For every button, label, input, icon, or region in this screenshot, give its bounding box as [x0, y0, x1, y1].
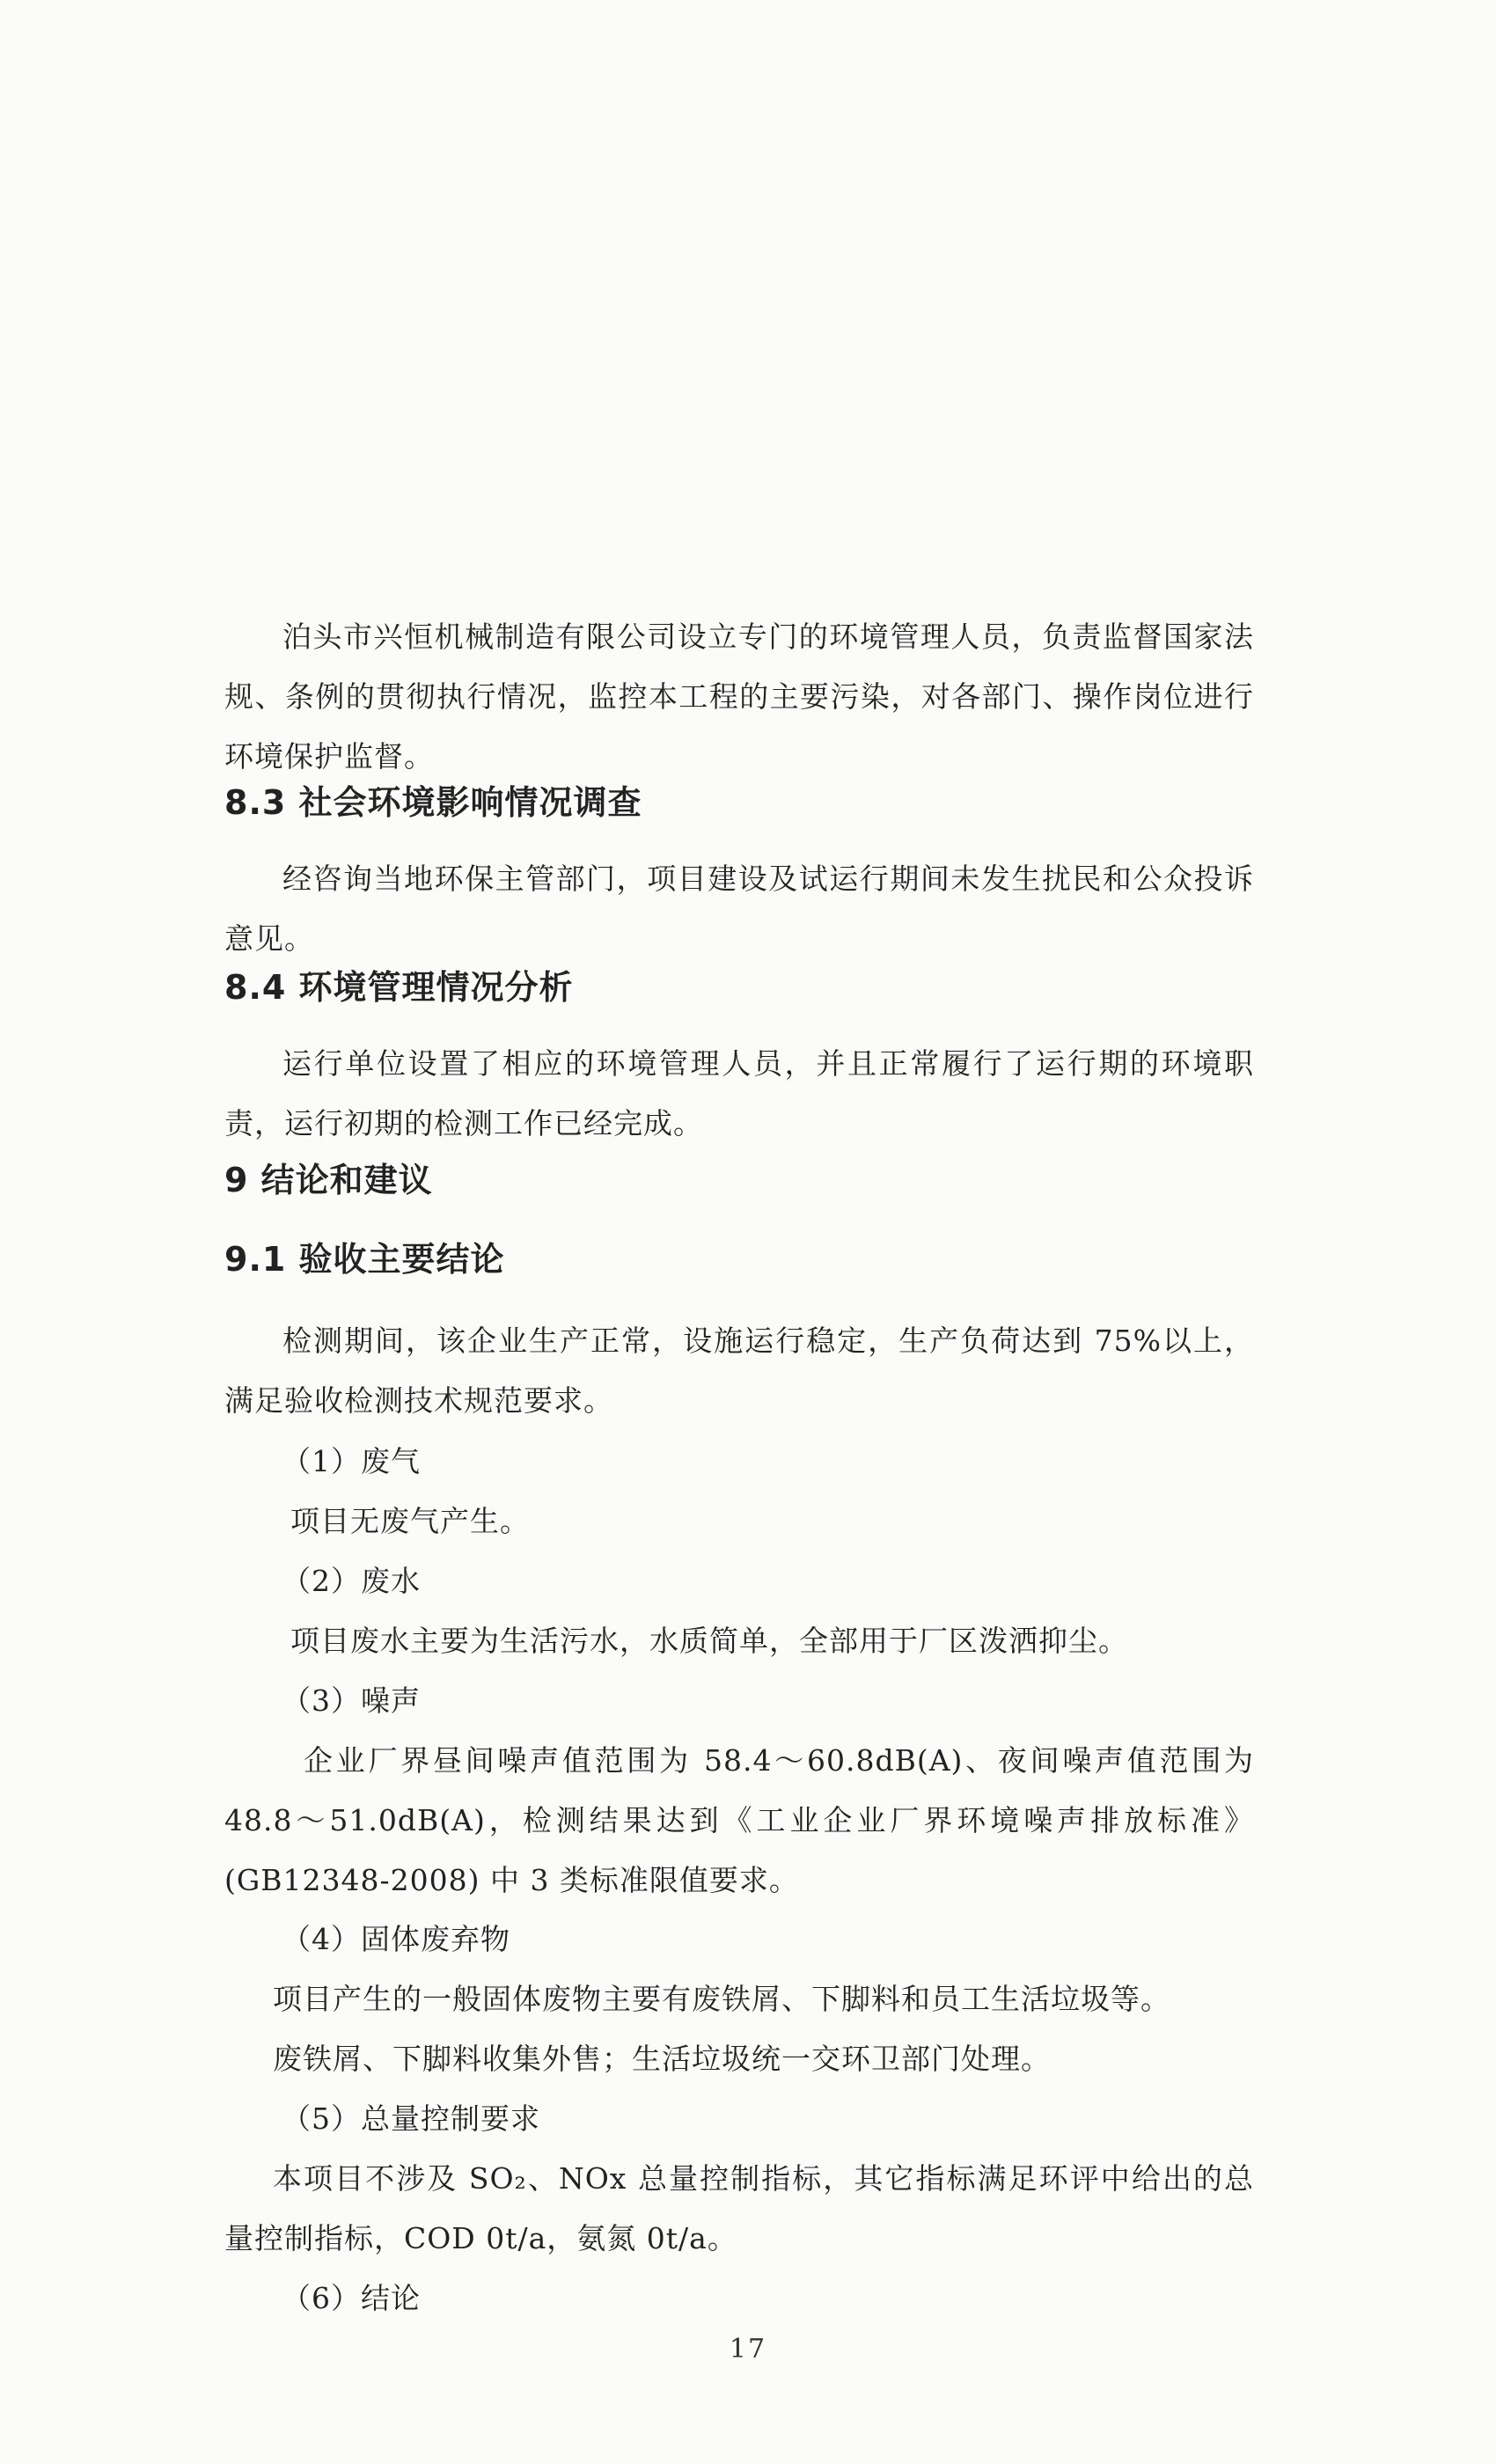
heading-9-1: 9.1 验收主要结论: [224, 1240, 505, 1279]
heading-8-3: 8.3 社会环境影响情况调查: [224, 783, 642, 822]
subheading-conclusion: （6）结论: [282, 2281, 421, 2315]
subheading-waste-water: （2）废水: [282, 1564, 421, 1598]
paragraph-8-3: 经咨询当地环保主管部门，项目建设及试运行期间未发生扰民和公众投诉意见。: [224, 862, 1254, 956]
paragraph-9-1: 检测期间，该企业生产正常，设施运行稳定，生产负荷达到 75%以上，满足验收检测技术规范要求。: [224, 1324, 1254, 1418]
paragraph-8-4: 运行单位设置了相应的环境管理人员，并且正常履行了运行期的环境职责，运行初期的检测工作已经完成。: [224, 1046, 1254, 1140]
text-waste-gas: 项目无废气产生。: [290, 1504, 530, 1538]
subheading-total-control: （5）总量控制要求: [282, 2101, 540, 2136]
text-total-control: 本项目不涉及 SO₂、NOx 总量控制指标，其它指标满足环评中给出的总量控制指标，COD 0t/a，氨氮 0t/a。: [224, 2161, 1254, 2255]
text-waste-water: 项目废水主要为生活污水，水质简单，全部用于厂区泼洒抑尘。: [290, 1624, 1128, 1658]
text-noise: 企业厂界昼间噪声值范围为 58.4～60.8dB(A)、夜间噪声值范围为 48.8～51.0dB(A)，检测结果达到《工业企业厂界环境噪声排放标准》(GB12348-2008) 中 3 类标准限值要求。: [224, 1743, 1254, 1897]
heading-9: 9 结论和建议: [224, 1161, 433, 1199]
paragraph-intro: 泊头市兴恒机械制造有限公司设立专门的环境管理人员，负责监督国家法规、条例的贯彻执行情况，监控本工程的主要污染，对各部门、操作岗位进行环境保护监督。: [224, 620, 1254, 774]
heading-8-4: 8.4 环境管理情况分析: [224, 968, 574, 1007]
subheading-noise: （3）噪声: [282, 1683, 421, 1718]
subheading-waste-gas: （1）废气: [282, 1444, 421, 1478]
subheading-solid-waste: （4）固体废弃物: [282, 1922, 510, 1956]
text-solid-waste-1: 项目产生的一般固体废物主要有废铁屑、下脚料和员工生活垃圾等。: [273, 1982, 1170, 2016]
page-number: 17: [729, 2334, 767, 2365]
text-solid-waste-2: 废铁屑、下脚料收集外售；生活垃圾统一交环卫部门处理。: [273, 2042, 1051, 2076]
